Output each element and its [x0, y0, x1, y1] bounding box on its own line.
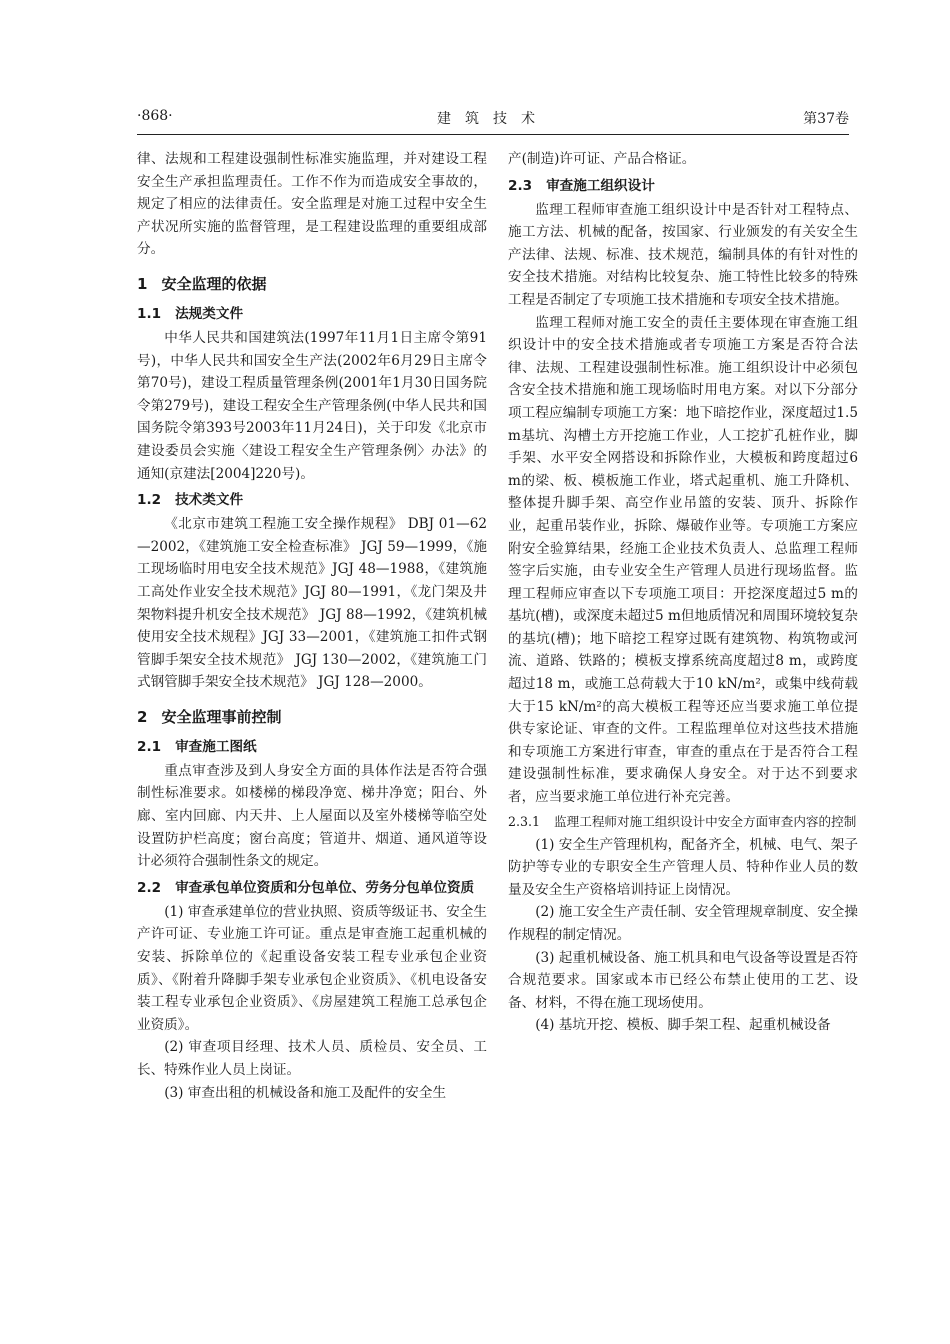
running-header — [137, 108, 849, 130]
section-2-2-item-1: (1) 审查承建单位的营业执照、资质等级证书、安全生产许可证、专业施工许可证。重点是审查施工起重机械的安装、拆除单位的《起重设备安装工程专业承包企业资质》、《附着升降脚手架专业承包企业资质》、《机电设备安装工程专业承包企业资质》、《房屋建筑工程施工总承包企业资质》。 — [137, 903, 487, 1033]
section-2-3-heading: 2.3 审查施工组织设计 — [508, 177, 655, 194]
section-2-3-1-item-2: (2) 施工安全生产责任制、安全管理规章制度、安全操作规程的制定情况。 — [508, 904, 858, 943]
section-2-3-1-item-4: (4) 基坑开挖、模板、脚手架工程、起重机械设备 — [535, 1017, 831, 1034]
section-1-heading: 1 安全监理的依据 — [137, 274, 267, 293]
header-rule — [137, 134, 849, 135]
intro-paragraph: 律、法规和工程建设强制性标准实施监理，并对建设工程安全生产承担监理责任。工作不作为而造成安全事故的，规定了相应的法律责任。安全监理是对施工过程中安全生产状况所实施的监督管理，是工程建设监理的重要组成部分。 — [137, 151, 487, 258]
page-number: ·868· — [137, 108, 173, 124]
section-1-1-body: 中华人民共和国建筑法(1997年11月1日主席令第91号)，中华人民共和国安全生产法(2002年6月29日主席令第70号)，建设工程质量管理条例(2001年1月30日国务院令第279号)，建设工程安全生产管理条例(中华人民共和国国务院令第393号2003年11月24日)，关于印发《北京市建设委员会实施〈建设工程安全生产管理条例〉办法》的通知(京建法[2004]220号)。 — [137, 329, 487, 482]
section-2-3-body-1: 监理工程师审查施工组织设计中是否针对工程特点、施工方法、机械的配备，按国家、行业颁发的有关安全生产法律、法规、标准、技术规范，编制具体的有针对性的安全技术措施。对结构比较复杂、施工特性比较多的特殊工程是否制定了专项施工技术措施和专项安全技术措施。 — [508, 201, 858, 308]
section-2-3-1-item-1: (1) 安全生产管理机构，配备齐全，机械、电气、架子防护等专业的专职安全生产管理人员、特种作业人员的数量及安全生产资格培训持证上岗情况。 — [508, 836, 858, 898]
right-column — [508, 148, 858, 1037]
continued-paragraph: 产(制造)许可证、产品合格证。 — [508, 151, 696, 167]
section-2-heading: 2 安全监理事前控制 — [137, 707, 282, 726]
section-2-2-item-3: (3) 审查出租的机械设备和施工及配件的安全生 — [164, 1084, 447, 1101]
left-column — [137, 148, 487, 1104]
section-2-1-heading: 2.1 审查施工图纸 — [137, 738, 257, 755]
journal-title: 建筑技术 — [437, 111, 549, 127]
section-2-2-item-2: (2) 审查项目经理、技术人员、质检员、安全员、工长、特殊作业人员上岗证。 — [137, 1039, 487, 1078]
volume-label: 第37卷 — [803, 111, 849, 127]
section-1-1-heading: 1.1 法规类文件 — [137, 305, 244, 322]
section-2-1-body: 重点审查涉及到人身安全方面的具体作法是否符合强制性标准要求。如楼梯的梯段净宽、梯井净宽；阳台、外廊、室内回廊、内天井、上人屋面以及室外楼梯等临空处设置防护栏高度；窗台高度；管道井、烟道、通风道等设计必须符合强制性条文的规定。 — [137, 762, 487, 870]
section-2-2-heading: 2.2 审查承包单位资质和分包单位、劳务分包单位资质 — [137, 879, 475, 896]
section-2-3-1-heading: 2.3.1 监理工程师对施工组织设计中安全方面审查内容的控制 — [508, 813, 857, 829]
section-2-3-body-2: 监理工程师对施工安全的责任主要体现在审查施工组织设计中的安全技术措施或者专项施工方案是否符合法律、法规、工程建设强制性标准。施工组织设计中必须包含安全技术措施和施工现场临时用电方案。对以下分部分项工程应编制专项施工方案：地下暗挖作业，深度超过1.5 m基坑、沟槽土方开挖施工作业，人工挖扩孔桩作业，脚手架、水平安全网搭设和拆除作业，大模板和跨度超过6 m的梁、板、模板施工作业，塔式起重机、施工升降机、整体提升脚手架、高空作业吊篮的安装、顶升、拆除作业，起重吊装作业，拆除、爆破作业等。专项施工方案应附安全验算结果，经施工企业技术负责人、总监理工程师签字后实施，由专业安全生产管理人员进行现场监督。监理工程师应审查以下专项施工项目：开挖深度超过5 m的基坑(槽)，或深度未超过5 m但地质情况和周围环境较复杂的基坑(槽)；地下暗挖工程穿过既有建筑物、构筑物或河流、道路、铁路的；模板支撑系统高度超过8 m，或跨度超过18 m，或施工总荷载大于10 kN/m²，或集中线荷载大于15 kN/m²的高大模板工程等还应当要求施工单位提供专家论证、审查的文件。工程监理单位对这些技术措施和专项施工方案进行审查，审查的重点在于是否符合工程建设强制性标准，要求确保人身安全。对于达不到要求者，应当要求施工单位进行补充完善。 — [508, 314, 858, 806]
section-2-3-1-item-3: (3) 起重机械设备、施工机具和电气设备等设置是否符合规范要求。国家或本市已经公布禁止使用的工艺、设备、材料，不得在施工现场使用。 — [508, 949, 858, 1011]
section-1-2-body: 《北京市建筑工程施工安全操作规程》 DBJ 01—62—2002，《建筑施工安全检查标准》 JGJ 59—1999，《施工现场临时用电安全技术规范》JGJ 48—1988，《建筑施工高处作业安全技术规范》JGJ 80—1991，《龙门架及井架物料提升机安全技术规范》 JGJ 88—1992，《建筑机械使用安全技术规程》JGJ 33—2001，《建筑施工扣件式钢管脚手架安全技术规范》 JGJ 130—2002，《建筑施工门式钢管脚手架安全技术规范》 JGJ 128—2000。 — [137, 516, 487, 691]
section-1-2-heading: 1.2 技术类文件 — [137, 492, 244, 509]
